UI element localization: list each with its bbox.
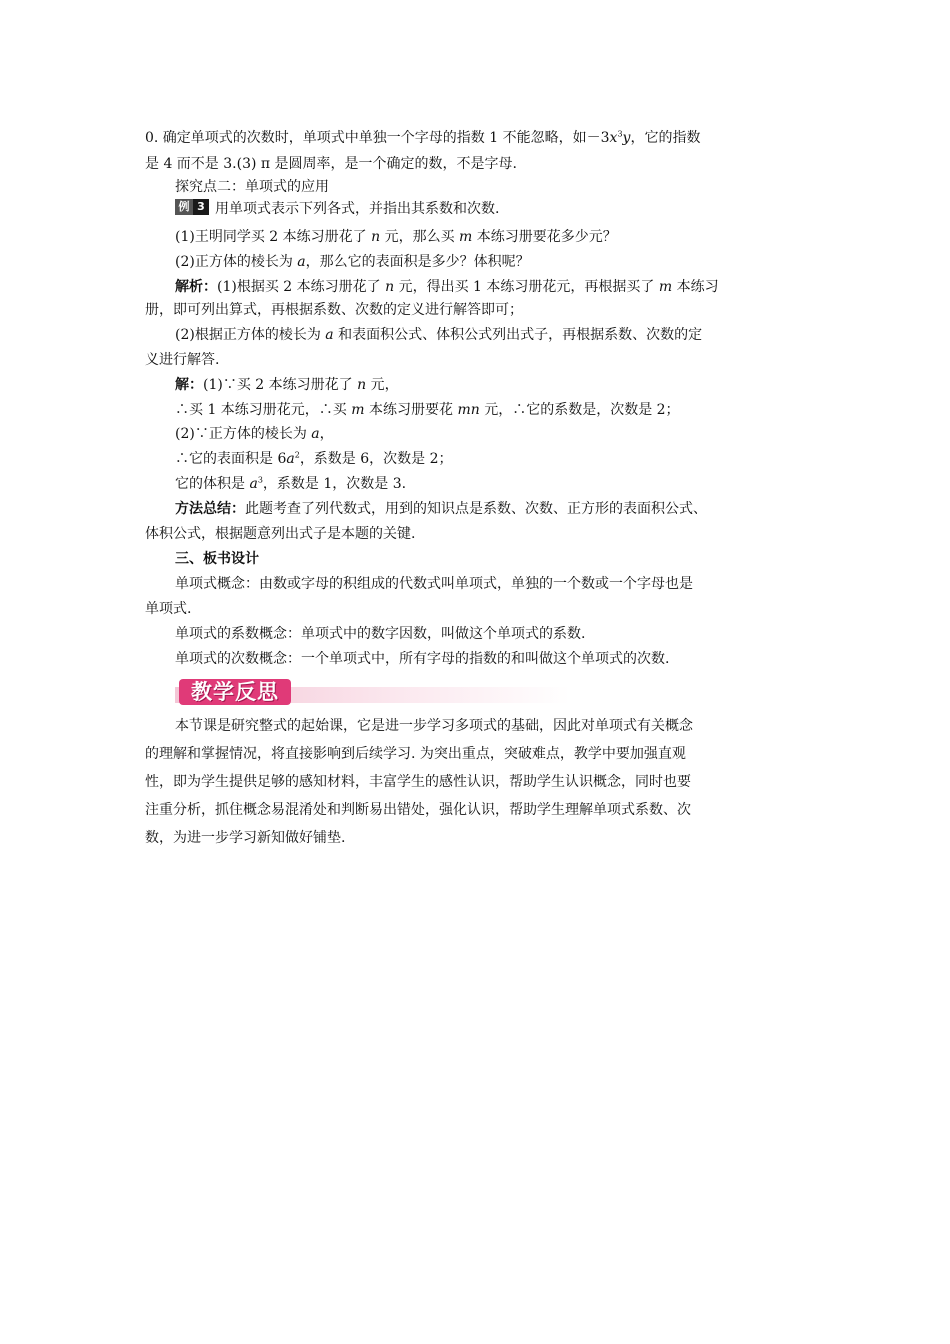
reflection-line-2: 的理解和掌握情况，将直接影响到后续学习. 为突出重点，突破难点，教学中要加强直观 <box>145 746 686 762</box>
reflection-line-3: 性，即为学生提供足够的感知材料，丰富学生的感性认识，帮助学生认识概念，同时也要 <box>145 774 691 790</box>
solution-line-1: 解：(1)∵买 2 本练习册花了 n 元， <box>175 377 399 393</box>
section-heading-explore-2: 探究点二：单项式的应用 <box>175 179 329 195</box>
analysis-line-1: 解析：(1)根据买 2 本练习册花了 n 元，得出买 1 本练习册花元，再根据买了 m 本练习 <box>175 279 719 295</box>
coefficient-concept: 单项式的系数概念：单项式中的数字因数，叫做这个单项式的系数. <box>175 626 586 642</box>
solution-line-3: (2)∵正方体的棱长为 a， <box>175 426 334 442</box>
monomial-concept-line-1: 单项式概念：由数或字母的积组成的代数式叫单项式，单独的一个数或一个字母也是 <box>175 576 693 592</box>
solution-line-2: ∴买 1 本练习册花元，∴买 m 本练习册要花 mn 元，∴它的系数是，次数是 2； <box>175 402 680 418</box>
solution-line-4: ∴它的表面积是 $6a^2$，系数是 6，次数是 2； <box>175 450 453 467</box>
board-design-heading: 三、板书设计 <box>175 551 259 567</box>
reflection-line-4: 注重分析，抓住概念易混淆处和判断易出错处，强化认识，帮助学生理解单项式系数、次 <box>145 802 691 818</box>
example-3-prompt: 例 3 用单项式表示下列各式，并指出其系数和次数. <box>175 198 499 220</box>
question-2: (2)正方体的棱长为 a，那么它的表面积是多少？体积呢？ <box>175 254 530 270</box>
reflection-line-1: 本节课是研究整式的起始课，它是进一步学习多项式的基础，因此对单项式有关概念 <box>175 718 693 734</box>
analysis-line-3: (2)根据正方体的棱长为 a 和表面积公式、体积公式列出式子，再根据系数、次数的定 <box>175 327 703 343</box>
degree-concept: 单项式的次数概念：一个单项式中，所有字母的指数的和叫做这个单项式的次数. <box>175 651 670 667</box>
solution-line-5: 它的体积是 $a^3$，系数是 1，次数是 3. <box>175 475 407 492</box>
monomial-concept-line-2: 单项式. <box>145 601 192 617</box>
banner-title: 教学反思 <box>179 679 291 705</box>
analysis-line-4: 义进行解答. <box>145 352 220 368</box>
text-line-2: 是 4 而不是 3.(3) π 是圆周率，是一个确定的数，不是字母. <box>145 156 517 172</box>
text-line-1: 0. 确定单项式的次数时，单项式中单独一个字母的指数 1 不能忽略，如$-3x^3y$，它的指数 <box>145 129 701 146</box>
analysis-line-2: 册，即可列出算式，再根据系数、次数的定义进行解答即可； <box>145 302 523 318</box>
example-badge: 例 3 <box>175 199 209 215</box>
method-summary-line-1: 方法总结：此题考查了列代数式，用到的知识点是系数、次数、正方形的表面积公式、 <box>175 501 707 517</box>
method-summary-line-2: 体积公式，根据题意列出式子是本题的关键. <box>145 526 416 542</box>
teaching-reflection-banner <box>175 679 570 705</box>
question-1: (1)王明同学买 2 本练习册花了 n 元，那么买 m 本练习册要花多少元？ <box>175 229 617 245</box>
reflection-line-5: 数，为进一步学习新知做好铺垫. <box>145 830 346 846</box>
